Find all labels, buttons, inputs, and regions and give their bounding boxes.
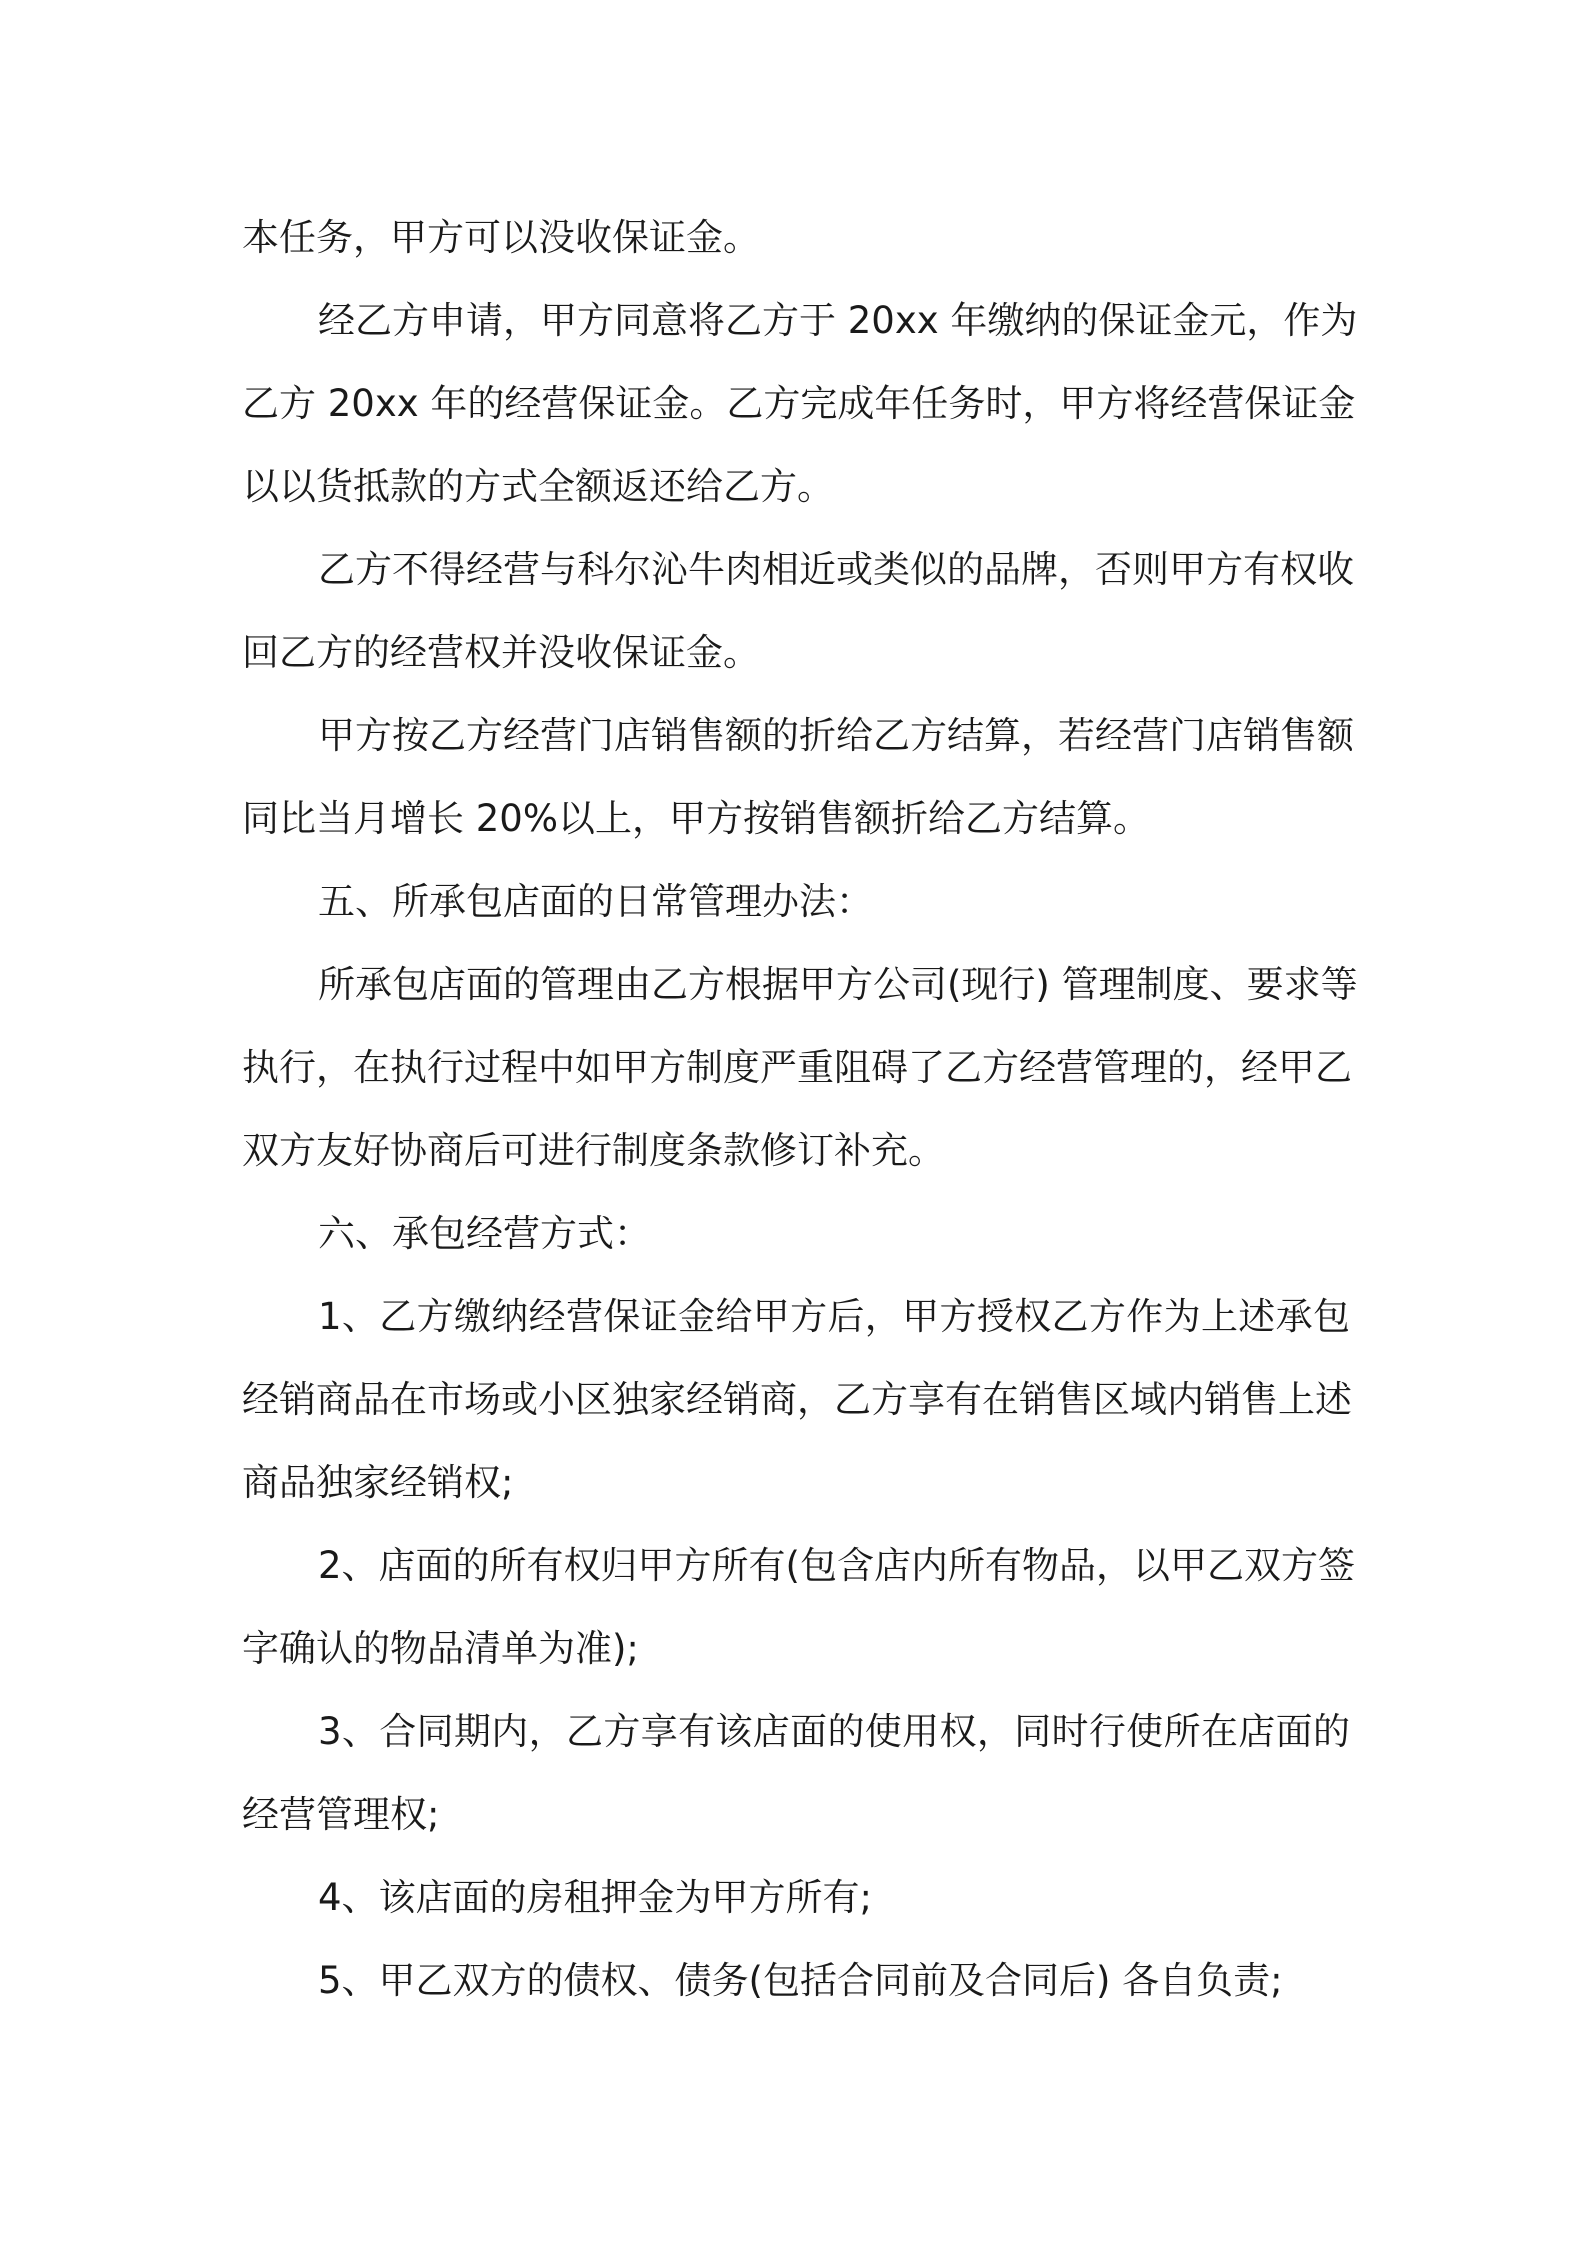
- clause-4: [242, 1856, 1350, 1939]
- text-line: 4、该店面的房租押金为甲方所有;: [318, 1876, 873, 1919]
- text-line: 双方友好协商后可进行制度条款修订补充。: [242, 1129, 945, 1172]
- text-line: 回乙方的经营权并没收保证金。: [242, 631, 760, 674]
- document-body: [242, 196, 1358, 2022]
- section-heading-five: [242, 860, 1350, 943]
- text-line: 商品独家经销权;: [242, 1461, 514, 1504]
- text-line: 以以货抵款的方式全额返还给乙方。: [242, 465, 834, 508]
- text-line: 本任务，甲方可以没收保证金。: [242, 216, 760, 259]
- text-line: 经乙方申请，甲方同意将乙方于 20xx 年缴纳的保证金元，作为: [318, 299, 1358, 342]
- clause-3: [242, 1690, 1350, 1856]
- section-heading-six: [242, 1192, 1350, 1275]
- text-line: 1、乙方缴纳经营保证金给甲方后，甲方授权乙方作为上述承包: [318, 1295, 1350, 1338]
- text-line: 所承包店面的管理由乙方根据甲方公司(现行) 管理制度、要求等: [318, 963, 1358, 1006]
- text-line: 3、合同期内，乙方享有该店面的使用权，同时行使所在店面的: [318, 1710, 1350, 1753]
- text-line: 5、甲乙双方的债权、债务(包括合同前及合同后) 各自负责;: [318, 1959, 1283, 2002]
- text-line: 同比当月增长 20%以上，甲方按销售额折给乙方结算。: [242, 797, 1150, 840]
- text-line: 2、店面的所有权归甲方所有(包含店内所有物品，以甲乙双方签: [318, 1544, 1355, 1587]
- paragraph-brand-restriction: [242, 528, 1354, 694]
- text-line: 乙方 20xx 年的经营保证金。乙方完成年任务时，甲方将经营保证金: [242, 382, 1356, 425]
- text-line: 执行，在执行过程中如甲方制度严重阻碍了乙方经营管理的，经甲乙: [242, 1046, 1352, 1089]
- clause-1: [242, 1275, 1350, 1524]
- text-line: 甲方按乙方经营门店销售额的折给乙方结算，若经营门店销售额: [318, 714, 1354, 757]
- text-line: 字确认的物品清单为准);: [242, 1627, 639, 1670]
- clause-2: [242, 1524, 1355, 1690]
- paragraph-deposit-terms: [242, 279, 1358, 528]
- section-heading: 五、所承包店面的日常管理办法：: [318, 880, 873, 923]
- paragraph-continuation: [242, 196, 1350, 279]
- section-heading: 六、承包经营方式：: [318, 1212, 651, 1255]
- text-line: 经销商品在市场或小区独家经销商，乙方享有在销售区域内销售上述: [242, 1378, 1352, 1421]
- paragraph-store-management: [242, 943, 1358, 1192]
- paragraph-settlement: [242, 694, 1354, 860]
- text-line: 经营管理权;: [242, 1793, 440, 1836]
- clause-5: [242, 1939, 1350, 2022]
- text-line: 乙方不得经营与科尔沁牛肉相近或类似的品牌，否则甲方有权收: [318, 548, 1354, 591]
